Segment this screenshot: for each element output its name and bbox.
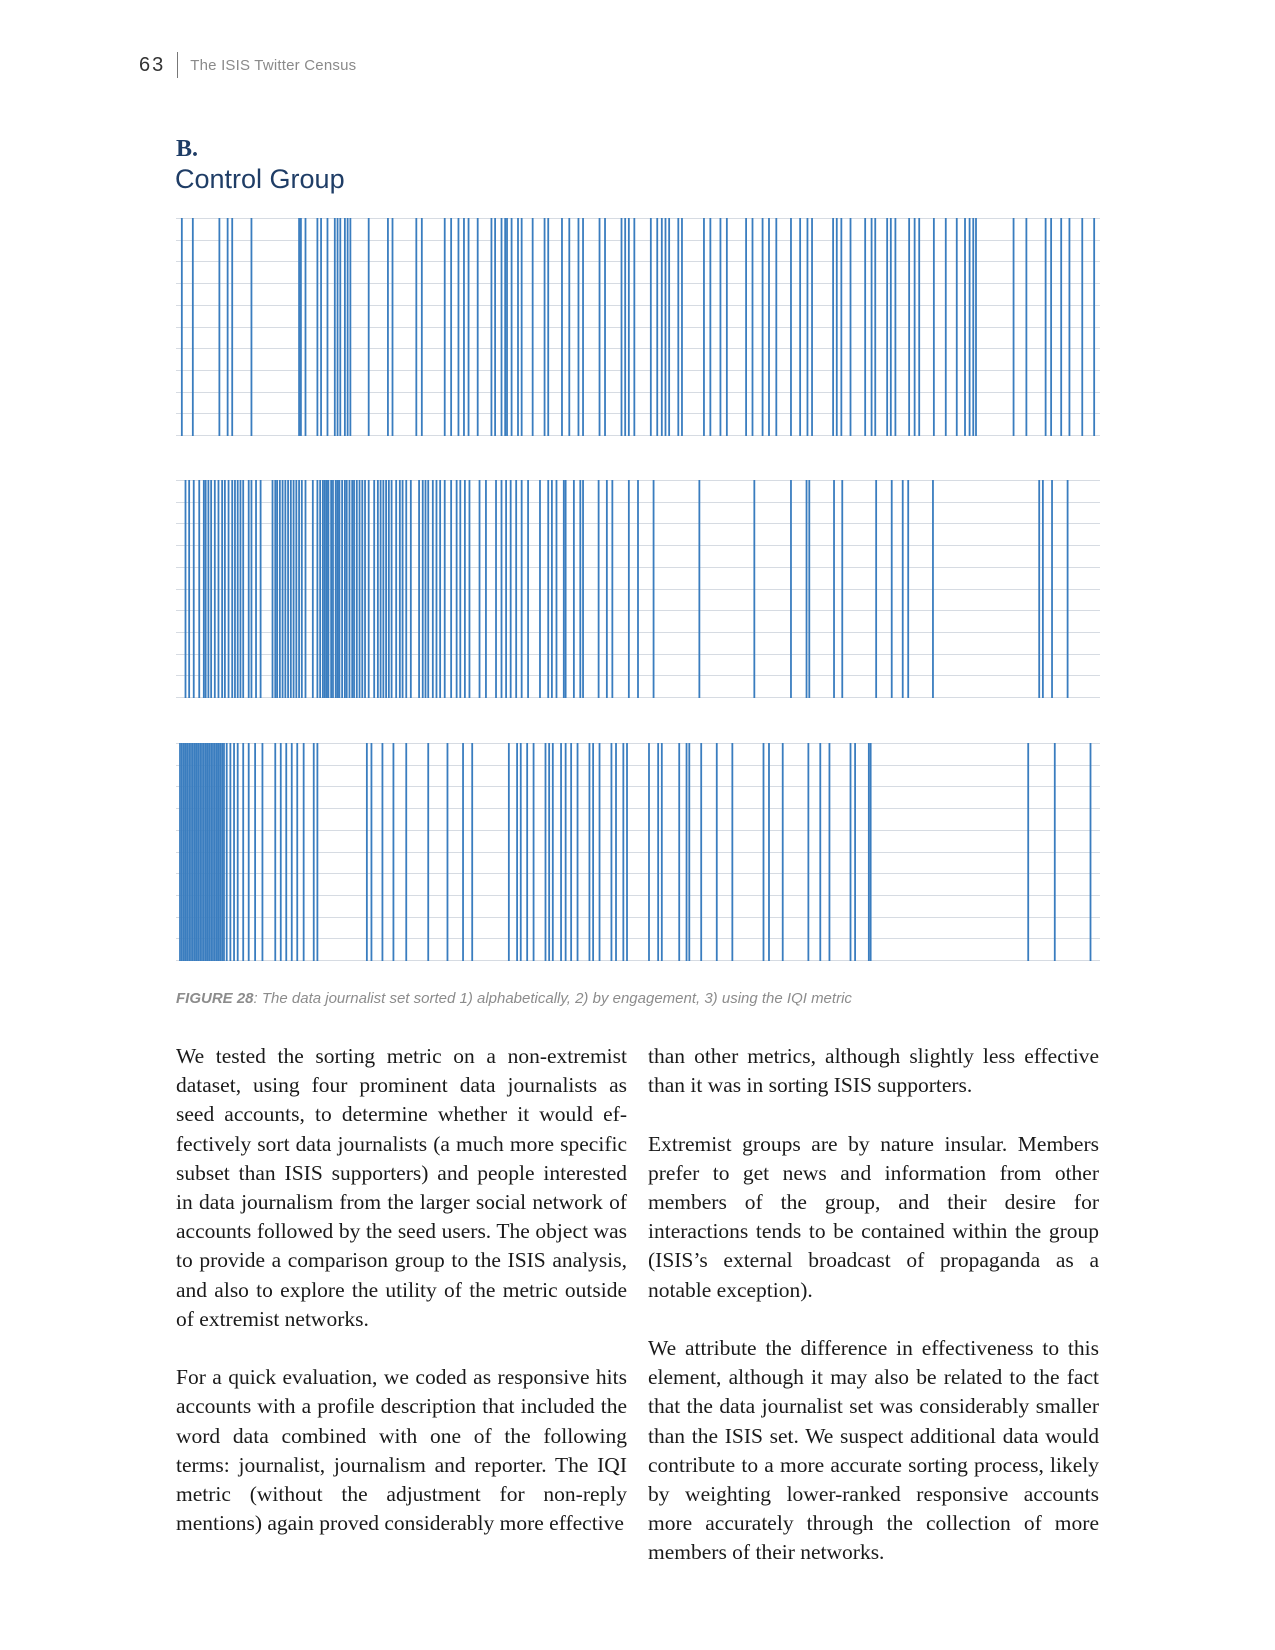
section-letter: B. [176, 136, 199, 162]
section-title: Control Group [175, 164, 345, 194]
barcode-chart-alphabetical [176, 218, 1100, 436]
barcode-chart-engagement [176, 480, 1100, 698]
page-number: 63 [139, 53, 166, 76]
barcode-chart-iqi [176, 743, 1100, 961]
body-column-right [648, 1042, 1099, 1597]
running-title: The ISIS Twitter Census [190, 56, 357, 74]
body-column-left [176, 1042, 627, 1568]
paragraph: We attribute the difference in effectiveness to this element, although it may also be related to the fact that the data journalist set was considerably smaller than the ISIS set. We suspect additional data would contribute to a more accurate sorting process, likely by weighting lower-ranked responsive accounts more accurately through the collection of more members of their networks. [648, 1336, 1099, 1565]
running-head [139, 52, 356, 78]
figure-caption [176, 990, 852, 1007]
paragraph: For a quick evaluation, we coded as responsive hits accounts with a profile description that included the word data combined with one of the following terms: journalist, journalism and reporter. The IQI metric (without the adjustment for non-reply mentions) again proved considerably more effective [176, 1365, 627, 1536]
figure-28 [176, 218, 1100, 963]
caption-label: FIGURE 28 [176, 990, 254, 1007]
paragraph: than other metrics, although slightly less effective than it was in sorting ISIS supporters. [648, 1044, 1099, 1098]
paragraph: Extremist groups are by nature insular. Members prefer to get news and information from other members of the group, and their desire for interactions tends to be contained within the group (ISIS’s external broadcast of propaganda as a notable exception). [648, 1131, 1099, 1302]
caption-text: : The data journalist set sorted 1) alphabetically, 2) by engagement, 3) using the IQI metric [253, 990, 852, 1007]
paragraph: We tested the sorting metric on a non-extremist dataset, using four prominent data journalists as seed accounts, to determine whether it would effectively sort data journalists (a much more specific subset than ISIS supporters) and people interested in data journalism from the larger social network of accounts followed by the seed users. The object was to provide a comparison group to the ISIS analysis, and also to explore the utility of the metric outside of extremist networks. [176, 1044, 627, 1331]
header-divider [177, 52, 178, 78]
